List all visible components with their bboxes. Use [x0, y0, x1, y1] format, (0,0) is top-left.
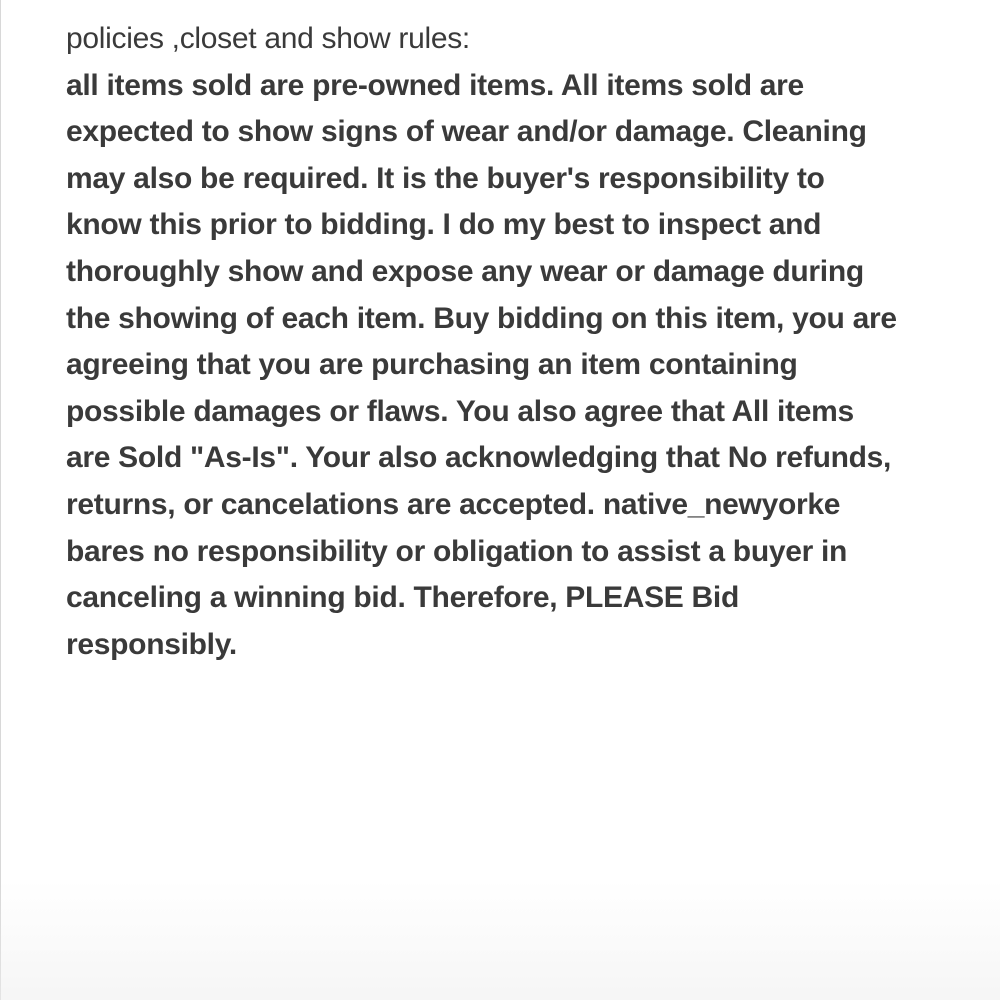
note-line: all items sold are pre-owned items. All items sold are [66, 68, 804, 102]
note-line: are Sold "As-Is". Your also acknowledging that No refunds, [66, 441, 892, 475]
left-edge-divider [0, 0, 1, 1000]
note-line: canceling a winning bid. Therefore, PLEASE Bid [66, 581, 739, 615]
note-line: know this prior to bidding. I do my best to inspect and [66, 208, 822, 242]
note-line: bares no responsibility or obligation to assist a buyer in [66, 534, 848, 568]
bottom-shadow [0, 880, 1000, 1000]
note-line: expected to show signs of wear and/or damage. Cleaning [66, 115, 867, 149]
note-line: thoroughly show and expose any wear or damage during [66, 254, 864, 288]
note-heading: policies ,closet and show rules: [66, 22, 470, 55]
note-line: the showing of each item. Buy bidding on this item, you are [66, 301, 897, 335]
note-line: may also be required. It is the buyer's responsibility to [66, 161, 825, 195]
note-line: returns, or cancelations are accepted. native_newyorke [66, 487, 841, 521]
note-line: responsibly. [66, 627, 237, 661]
note-line: agreeing that you are purchasing an item containing [66, 348, 798, 382]
note-body[interactable] [66, 16, 946, 668]
note-line: possible damages or flaws. You also agree that All items [66, 394, 854, 428]
